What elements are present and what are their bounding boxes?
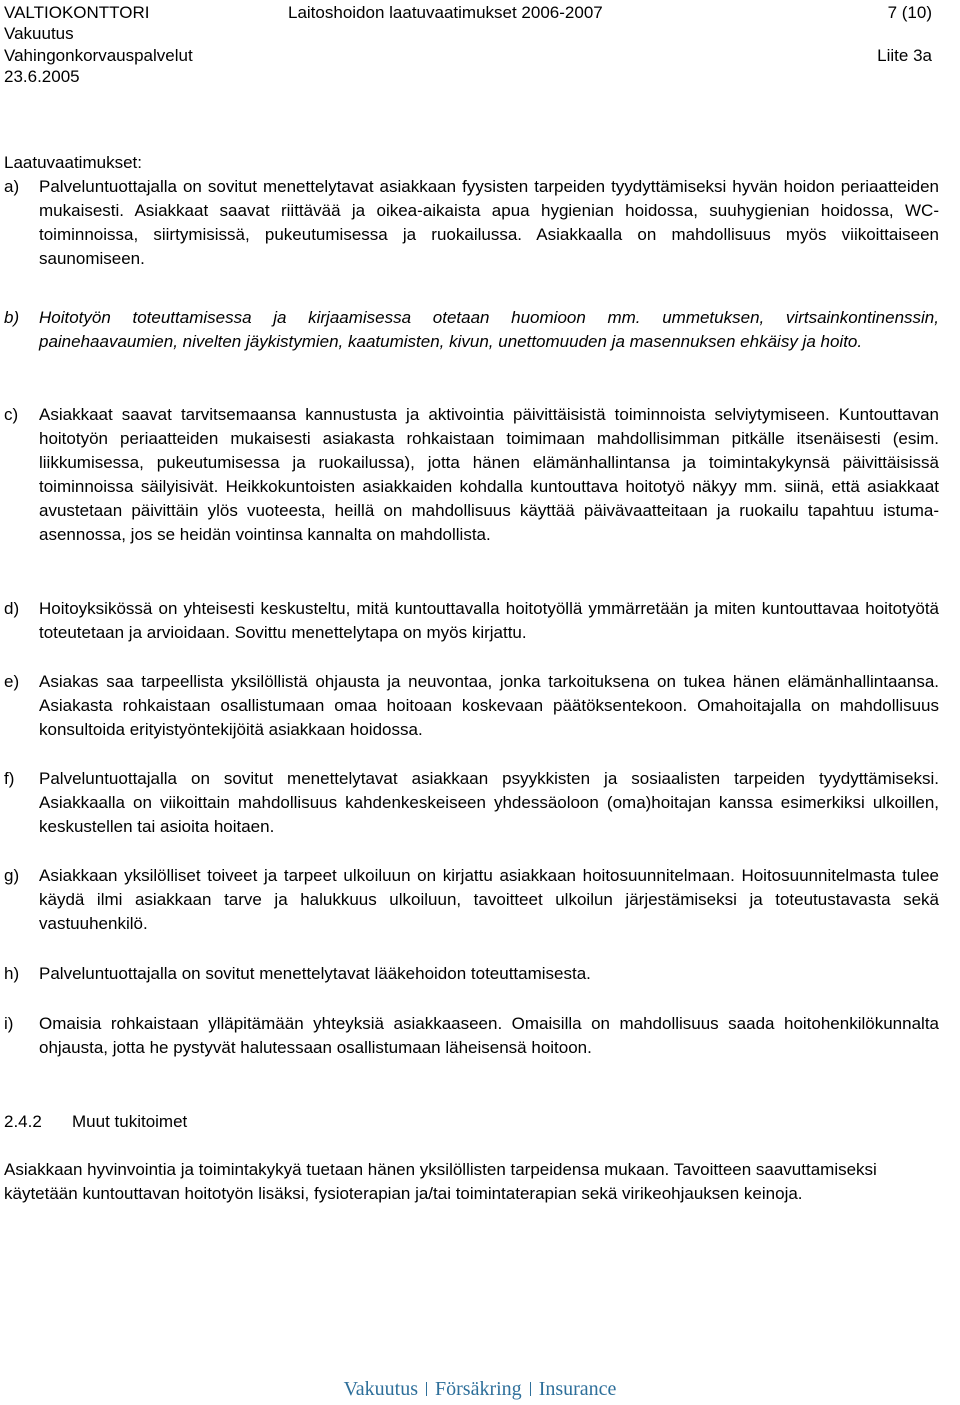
section-paragraph: Asiakkaan hyvinvointia ja toimintakykyä tuetaan hänen yksilöllisten tarpeidensa mukaan. Tavoitteen saavuttamiseksi käytetään kuntouttavan hoitotyön lisäksi, fysioterapian ja/tai toimintaterapian sekä virikeohjauksen keinoja. [4,1160,877,1203]
footer-logo [0,1378,960,1401]
item-text: Asiakkaat saavat tarvitsemaansa kannustusta ja aktivointia päivittäisistä toiminnoista selviytymiseen. Kuntouttavan hoitotyön periaatteiden mukaisesti asiakasta rohkaistaan toimimaan mahdollisimman pitkälle itsenäisesti (esim. liikkumisessa, pukeutumisessa ja ruokailussa), jotta hänen elämänhallintansa ja toimintakykynsä päivittäisissä toiminnoissa säilyisivät. Heikkokuntoisten asiakkaiden kohdalla kuntouttava hoitotyö näkyy mm. siinä, että asiakkaat avustetaan päivittäin ylös vuoteesta, heillä on mahdollisuus käyttää päivävaatteitaan ja ruokailu tapahtuu istuma-asennossa, jos se heidän vointinsa kannalta on mahdollista. [39,405,939,544]
item-label: g) [4,866,20,885]
header-unit: Vahingonkorvauspalvelut [4,46,193,65]
header-page-number: 7 (10) [887,3,932,22]
requirement-item-h [4,962,939,986]
item-text: Omaisia rohkaistaan ylläpitämään yhteyksiä asiakkaaseen. Omaisilla on mahdollisuus saada hoitohenkilökunnalta ohjausta, jotta he pystyvät halutessaan osallistumaan läheisensä hoitoon. [39,1014,939,1057]
requirement-item-f [4,767,939,839]
header-attachment: Liite 3a [877,46,932,65]
item-label: h) [4,964,20,983]
footer-separator [426,1382,427,1396]
requirements-heading: Laatuvaatimukset: [4,153,142,172]
item-text: Palveluntuottajalla on sovitut menettelytavat asiakkaan fyysisten tarpeiden tyydyttämiseksi hyvän hoidon periaatteiden mukaisesti. Asiakkaat saavat riittävää ja oikea-aikaista apua hygienian hoidossa, suuhygienian hoidossa, WC-toiminnoissa, siirtymisissä, pukeutumisessa ja ruokailussa. Asiakkaalla on mahdollisuus myös viikoittaiseen saunomiseen. [39,177,939,268]
item-label: i) [4,1014,14,1033]
item-label: f) [4,769,15,788]
item-text: Palveluntuottajalla on sovitut menettelytavat asiakkaan psyykkisten ja sosiaalisten tarpeiden tyydyttämiseksi. Asiakkaalla on viikoittain mahdollisuus kahdenkeskeiseen yhdessäoloon (oma)hoitajan kanssa esimerkiksi ulkoillen, keskustellen tai asioita hoitaen. [39,769,939,836]
header-org: VALTIOKONTTORI [4,3,150,22]
header-dept: Vakuutus [4,24,74,43]
header-date: 23.6.2005 [4,67,80,86]
requirement-item-c [4,403,939,547]
requirement-item-e [4,670,939,742]
requirement-item-g [4,864,939,936]
item-text: Asiakas saa tarpeellista yksilöllistä ohjausta ja neuvontaa, jonka tarkoituksena on tukea hänen elämänhallintaansa. Asiakasta rohkaistaan osallistumaan omaa hoitoaan koskevaan päätöksentekoon. Omahoitajalla on mahdollisuus konsultoida erityistyöntekijöitä asiakkaan hoidossa. [39,672,939,739]
footer-brand-en: Insurance [538,1378,617,1400]
requirement-item-b [4,306,939,354]
item-text: Hoitotyön toteuttamisessa ja kirjaamisessa otetaan huomioon mm. ummetuksen, virtsainkontinenssin, painehaavaumien, nivelten jäykistymien, kaatumisten, kivun, unettomuuden ja masennuksen ehkäisy ja hoito. [39,308,939,351]
footer-brand-sv: Försäkring [435,1378,522,1400]
header-title: Laitoshoidon laatuvaatimukset 2006-2007 [288,3,603,22]
section-heading [4,1110,187,1134]
requirement-item-d [4,597,939,645]
item-label: a) [4,177,20,196]
item-label: b) [4,308,20,327]
item-text: Hoitoyksikössä on yhteisesti keskusteltu, mitä kuntouttavalla hoitotyöllä ymmärretään ja miten kuntouttavaa hoitotyötä toteutetaan ja arvioidaan. Sovittu menettelytapa on myös kirjattu. [39,599,939,642]
section-title: Muut tukitoimet [72,1112,188,1131]
requirement-item-i [4,1012,939,1060]
item-text: Asiakkaan yksilölliset toiveet ja tarpeet ulkoiluun on kirjattu asiakkaan hoitosuunnitelmaan. Hoitosuunnitelmasta tulee käydä ilmi asiakkaan tarve ja halukkuus ulkoiluun, tavoitteet ulkoilun järjestämiseksi ja toteutustavasta sekä vastuuhenkilö. [39,866,939,933]
item-label: d) [4,599,20,618]
item-label: c) [4,405,19,424]
footer-separator [530,1382,531,1396]
requirement-item-a [4,175,939,271]
item-text: Palveluntuottajalla on sovitut menettelytavat lääkehoidon toteuttamisesta. [39,964,591,983]
item-label: e) [4,672,20,691]
footer-brand-fi: Vakuutus [343,1378,419,1400]
section-number: 2.4.2 [4,1112,42,1131]
